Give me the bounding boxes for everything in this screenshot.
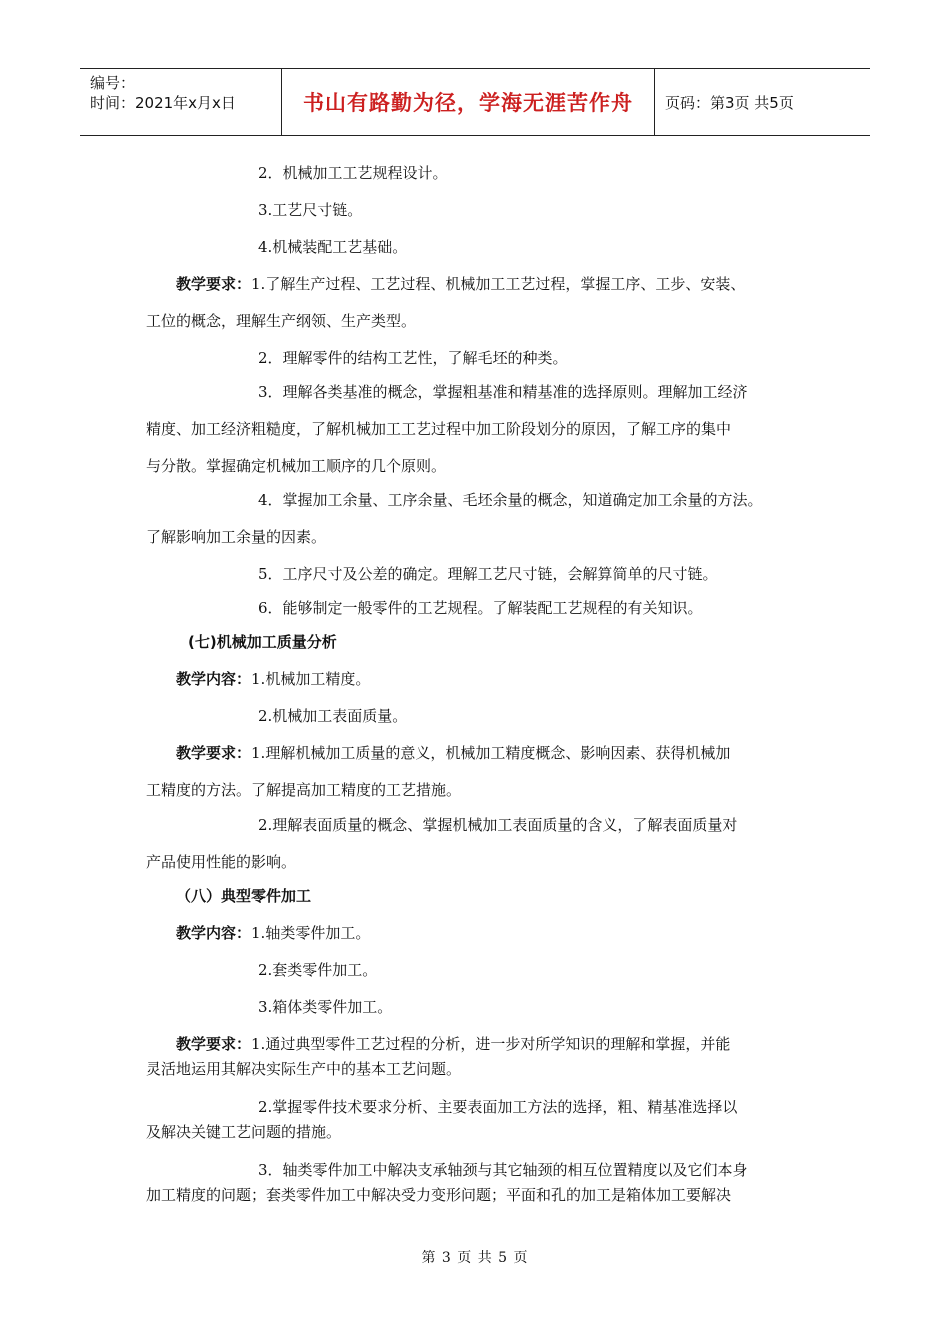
paragraph-line: 加工精度的问题；套类零件加工中解决受力变形问题；平面和孔的加工是箱体加工要解决 <box>146 1186 732 1204</box>
paragraph-text: 1.理解机械加工质量的意义，机械加工精度概念、影响因素、获得机械加 <box>251 744 731 762</box>
paragraph-line: 2.掌握零件技术要求分析、主要表面加工方法的选择，粗、精基准选择以 <box>258 1098 738 1116</box>
section-heading-8: （八）典型零件加工 <box>176 887 312 905</box>
time-label: 时间：2021年x月x日 <box>90 94 236 112</box>
paragraph-line: 4.机械装配工艺基础。 <box>258 238 408 256</box>
requirement-label: 教学要求： <box>176 1035 252 1053</box>
paragraph-text: 1.通过典型零件工艺过程的分析，进一步对所学知识的理解和掌握，并能 <box>251 1035 731 1053</box>
page-footer: 第 3 页 共 5 页 <box>421 1250 529 1266</box>
paragraph-text: 1.了解生产过程、工艺过程、机械加工工艺过程，掌握工序、工步、安装、 <box>251 275 746 293</box>
paragraph-line: 灵活地运用其解决实际生产中的基本工艺问题。 <box>146 1060 462 1078</box>
paragraph-line: 产品使用性能的影响。 <box>146 853 297 871</box>
paragraph-text: 1.轴类零件加工。 <box>251 924 371 942</box>
paragraph-line: 6．能够制定一般零件的工艺规程。了解装配工艺规程的有关知识。 <box>258 599 703 617</box>
paragraph-line: 工精度的方法。了解提高加工精度的工艺措施。 <box>146 781 462 799</box>
content-block <box>176 669 370 689</box>
content-block <box>176 923 370 943</box>
paragraph-line: 2.套类零件加工。 <box>258 961 378 979</box>
header-motto: 书山有路勤为径，学海无涯苦作舟 <box>282 69 655 135</box>
paragraph-line: 3.工艺尺寸链。 <box>258 201 363 219</box>
paragraph-line: 了解影响加工余量的因素。 <box>146 528 327 546</box>
section-heading-7: (七)机械加工质量分析 <box>188 633 337 651</box>
requirement-block <box>176 274 745 294</box>
content-label: 教学内容： <box>176 670 252 688</box>
requirement-block <box>176 743 730 763</box>
paragraph-line: 及解决关键工艺问题的措施。 <box>146 1123 342 1141</box>
paragraph-line: 2．机械加工工艺规程设计。 <box>258 164 448 182</box>
requirement-block <box>176 1034 730 1054</box>
paragraph-line: 3．轴类零件加工中解决支承轴颈与其它轴颈的相互位置精度以及它们本身 <box>258 1161 748 1179</box>
paragraph-line: 3．理解各类基准的概念，掌握粗基准和精基准的选择原则。理解加工经济 <box>258 383 748 401</box>
number-label: 编号： <box>90 74 136 92</box>
requirement-label: 教学要求： <box>176 275 252 293</box>
paragraph-line: 2.机械加工表面质量。 <box>258 707 408 725</box>
paragraph-line: 精度、加工经济粗糙度，了解机械加工工艺过程中加工阶段划分的原因，了解工序的集中 <box>146 420 732 438</box>
header-page-label: 页码：第3页 共5页 <box>665 93 794 112</box>
paragraph-text: 1.机械加工精度。 <box>251 670 371 688</box>
paragraph-line: 2．理解零件的结构工艺性，了解毛坯的种类。 <box>258 349 568 367</box>
content-label: 教学内容： <box>176 924 252 942</box>
paragraph-line: 工位的概念，理解生产纲领、生产类型。 <box>146 312 417 330</box>
requirement-label: 教学要求： <box>176 744 252 762</box>
paragraph-line: 4．掌握加工余量、工序余量、毛坯余量的概念，知道确定加工余量的方法。 <box>258 491 763 509</box>
paragraph-line: 5．工序尺寸及公差的确定。理解工艺尺寸链，会解算简单的尺寸链。 <box>258 565 718 583</box>
paragraph-line: 2.理解表面质量的概念、掌握机械加工表面质量的含义，了解表面质量对 <box>258 816 738 834</box>
paragraph-line: 与分散。掌握确定机械加工顺序的几个原则。 <box>146 457 447 475</box>
paragraph-line: 3.箱体类零件加工。 <box>258 998 393 1016</box>
